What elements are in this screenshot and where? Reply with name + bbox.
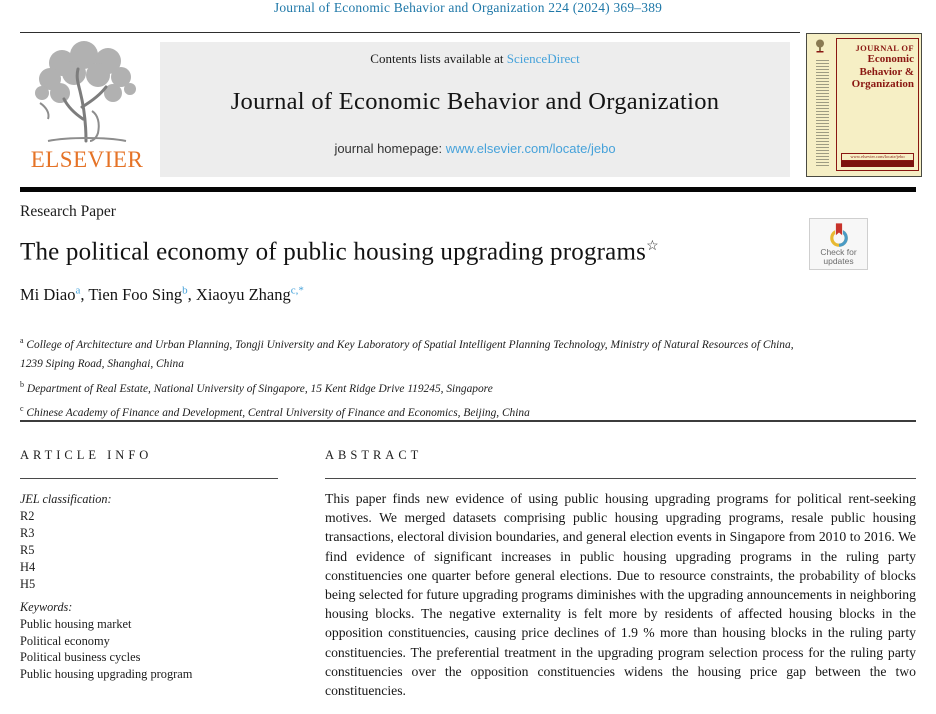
article-info-rule [20, 478, 278, 479]
cover-url-bar: www.elsevier.com/locate/jebo [841, 153, 914, 161]
affiliation-list [20, 331, 812, 423]
abstract-section [325, 448, 916, 700]
elsevier-logo[interactable] [14, 41, 160, 177]
article-info-section [20, 448, 278, 682]
jel-code: H5 [20, 577, 36, 591]
author-affiliation-mark: b [182, 284, 188, 296]
cover-title-line: Economic [867, 53, 914, 65]
crossmark-icon [827, 222, 851, 248]
author[interactable]: Xiaoyu Zhang$^{c,*}$ [195, 284, 304, 304]
jel-code: H4 [20, 560, 36, 574]
author-affiliation-mark: c,* [290, 284, 304, 296]
cover-bottom-bar [841, 161, 914, 167]
header-bottom-divider [20, 187, 916, 192]
jel-code: R2 [20, 509, 35, 523]
affiliation: $^b$ Department of Real Estate, National University of Singapore, 15 Kent Ridge Drive 119245, Singapore [20, 379, 493, 395]
article-info-heading: ARTICLE INFO [20, 448, 153, 462]
cover-crest-icon [814, 39, 826, 53]
cover-title-line: Behavior & [859, 65, 914, 78]
cover-title-box [836, 38, 919, 171]
elsevier-wordmark: ELSEVIER [30, 147, 144, 172]
check-for-updates-label: Check for updates [820, 247, 857, 266]
abstract-heading: ABSTRACT [325, 448, 423, 462]
cover-title-line: JOURNAL OF [855, 43, 914, 53]
journal-header-box [160, 42, 790, 177]
article-title [20, 238, 790, 266]
keywords-label: Keywords: [20, 600, 73, 614]
affiliation: $^a$ College of Architecture and Urban Planning, Tongji University and Key Laboratory of Spatial Intelligent Planning Technology, Ministry of Natural Resources of China, 1239 Siping Road, Shanghai, China [20, 336, 794, 371]
contents-lists-line [160, 51, 790, 67]
cover-contents-lines [816, 60, 829, 168]
jel-classification-label: JEL classification: [20, 492, 112, 506]
author[interactable]: Mi Diao$^a$, [20, 284, 89, 304]
keyword: Political economy [20, 633, 110, 648]
keyword: Public housing market [20, 617, 132, 631]
author-affiliation-mark: a [75, 284, 81, 296]
author[interactable]: Tien Foo Sing$^b$, [88, 284, 196, 304]
affiliation: $^c$ Chinese Academy of Finance and Development, Central University of Finance and Economics, Beijing, China [20, 404, 530, 419]
elsevier-tree-icon [28, 41, 146, 147]
keyword: Public housing upgrading program [20, 666, 193, 681]
author-list [20, 284, 304, 305]
journal-homepage-link[interactable]: www.elsevier.com/locate/jebo [445, 141, 616, 156]
abstract-text: This paper finds new evidence of using public housing upgrading programs for political rent-seeking motives. We merged datasets comprising public housing upgrading programs, resale public housing transactions, electoral division boundaries, and general election events in Singapore from 2010 to 2016. We find evidence of significant increases in public housing upgrading programs in the ruling party constituencies one quarter before general elections. Due to resource constraints, the probability of blocks being selected for future upgrading programs diminishes with the upgrading announcements in neighboring housing blocks. The negative externality is felt more by residents of affected housing blocks in the opposition constituencies, causing price declines of 1.9 % more than housing blocks in the ruling party constituencies. The preferential treatment in the upgrading program selection process for the ruling party constituencies over the opposition constituencies widens the housing price gap between the two constituencies. [325, 491, 916, 699]
jel-code: R3 [20, 526, 35, 540]
journal-title: Journal of Economic Behavior and Organization [230, 88, 720, 115]
journal-homepage-line [160, 141, 790, 156]
contents-prefix-text: Contents lists available at [370, 51, 507, 66]
journal-cover-thumbnail[interactable] [806, 33, 922, 177]
title-footnote-star[interactable]: ☆ [646, 239, 659, 254]
check-for-updates-badge[interactable] [809, 218, 868, 270]
cover-title-line: Organization [851, 78, 914, 90]
section-divider [20, 420, 916, 422]
article-type-label: Research Paper [20, 203, 116, 220]
journal-citation-link[interactable]: Journal of Economic Behavior and Organization 224 (2024) 369–389 [273, 0, 663, 15]
homepage-prefix-text: journal homepage: [334, 141, 446, 156]
keyword: Political business cycles [20, 650, 141, 664]
header-top-divider [20, 32, 800, 33]
abstract-rule [325, 478, 916, 479]
jel-code: R5 [20, 543, 35, 557]
article-title-text: The political economy of public housing upgrading programs [20, 238, 647, 266]
sciencedirect-link[interactable]: ScienceDirect [506, 51, 580, 66]
